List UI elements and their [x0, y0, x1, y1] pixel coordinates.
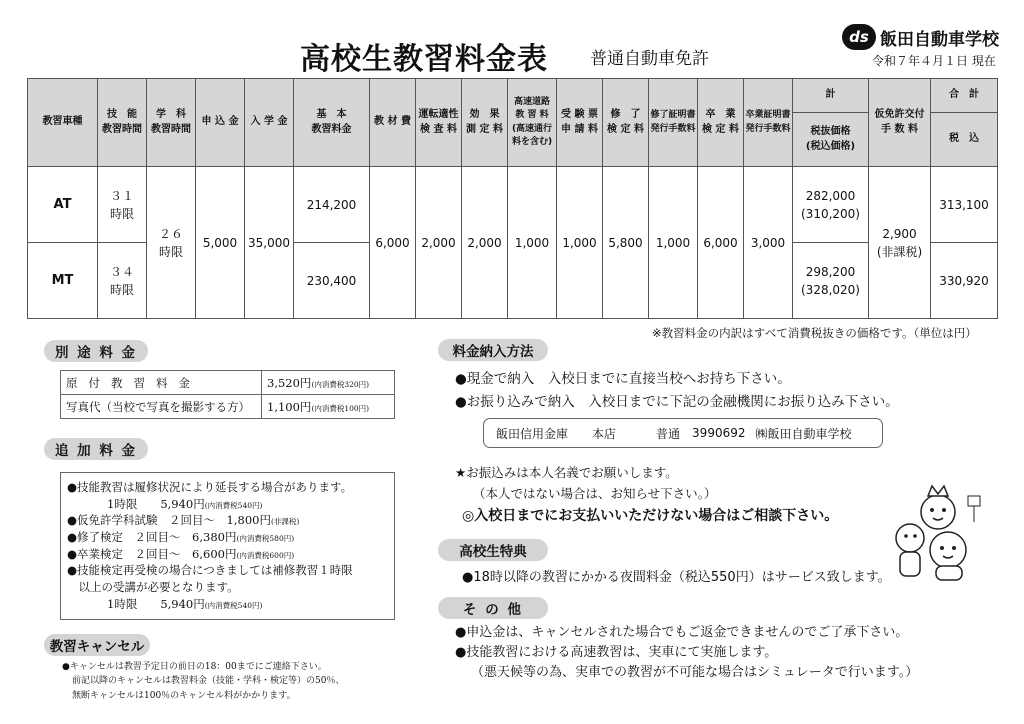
- table-row: [61, 395, 395, 419]
- list-item: ●修了検定 ２回目～ 6,380円(内消費税580円): [67, 530, 295, 545]
- th-highway: 高速道路 教 習 料 (高速通行 料を含む): [508, 79, 557, 167]
- payment-heading: 料金納入方法: [438, 339, 548, 361]
- th-completion-exam: 修 了 検 定 料: [603, 79, 649, 167]
- cell-type-at: AT: [28, 167, 98, 243]
- th-permit-fee: 仮免許交付 手 数 料: [869, 79, 931, 167]
- cell-academic-hours: ２６ 時限: [147, 167, 196, 319]
- payment-cash: ●現金で納入 入校日までに直接当校へお持ち下さい。: [455, 371, 791, 387]
- list-item: ●卒業検定 ２回目～ 6,600円(内消費税600円): [67, 546, 295, 561]
- bank-name: 飯田信用金庫: [496, 426, 569, 441]
- separate-fees-table: [60, 370, 395, 419]
- cell-permit-fee: 2,900 (非課税): [869, 167, 931, 319]
- payment-methods: [455, 368, 899, 414]
- bank-branch: 本店: [592, 426, 617, 441]
- bank-account-holder: ㈱飯田自動車学校: [755, 426, 852, 441]
- bank-account-type: 普通: [656, 426, 681, 441]
- th-exam-app: 受 験 票 申 請 料: [557, 79, 603, 167]
- th-application: 申 込 金: [196, 79, 245, 167]
- fee-table: [27, 78, 998, 319]
- payment-transfer: ●お振り込みで納入 入校日までに下記の金融機関にお振り込み下さい。: [455, 393, 899, 410]
- cell-base-fee-mt: 230,400: [294, 243, 370, 319]
- bank-account-number: 3990692: [692, 426, 746, 440]
- list-item: 以上の受講が必要となります。: [67, 580, 239, 595]
- cancel-policy: [62, 660, 344, 703]
- other-heading: そ の 他: [438, 597, 548, 619]
- table-row-at: [28, 167, 998, 243]
- list-item: 前記以降のキャンセルは教習料金（技能・学科・検定等）の50％、: [72, 676, 345, 687]
- cell-grand-total-at: 313,100: [931, 167, 998, 243]
- payment-warning: ◎入校日までにお支払いいただけない場合はご相談下さい。: [462, 508, 839, 524]
- th-grand-group: 合 計: [931, 79, 998, 113]
- transfer-note: （本人ではない場合は、お知らせ下さい。）: [473, 486, 717, 502]
- cell-graduation-exam: 6,000: [698, 167, 744, 319]
- separate-fee-label: 写真代（当校で写真を撮影する方）: [61, 395, 262, 419]
- th-skill-hours: 技 能 教習時間: [98, 79, 147, 167]
- cell-materials: 6,000: [370, 167, 416, 319]
- cell-application: 5,000: [196, 167, 245, 319]
- separate-fees-heading: 別 途 料 金: [44, 340, 148, 362]
- list-item: ●申込金は、キャンセルされた場合でもご返金できませんのでご了承下さい。: [455, 625, 909, 640]
- hs-benefit-heading: 高校生特典: [438, 539, 548, 561]
- list-item: ●キャンセルは教習予定日の前日の18：00までにご連絡下さい。: [62, 662, 327, 672]
- table-row: [61, 371, 395, 395]
- logo-text: 飯田自動車学校: [880, 29, 999, 50]
- cell-enrollment: 35,000: [245, 167, 294, 319]
- th-academic-hours: 学 科 教習時間: [147, 79, 196, 167]
- cell-completion-exam: 5,800: [603, 167, 649, 319]
- transfer-notes: [455, 462, 716, 505]
- cell-exam-app: 1,000: [557, 167, 603, 319]
- cell-highway: 1,000: [508, 167, 557, 319]
- cell-grand-total-mt: 330,920: [931, 243, 998, 319]
- transfer-note: ★お振込みは本人名義でお願いします。: [455, 465, 678, 480]
- th-graduation-cert: 卒業証明書 発行手数料: [744, 79, 793, 167]
- th-aptitude: 運転適性 検 査 料: [416, 79, 462, 167]
- school-logo: [842, 24, 999, 50]
- mascot-illustration: [888, 482, 988, 582]
- list-item: ●技能教習における高速教習は、実車にて実施します。: [455, 645, 778, 661]
- th-total-group: 計: [793, 79, 869, 113]
- as-of-date: 令和７年４月１日 現在: [872, 54, 996, 68]
- list-item: 1時限 5,940円(内消費税540円): [107, 496, 263, 511]
- separate-fee-label: 原付教習料金: [61, 371, 262, 395]
- cell-skill-hours-mt: ３４ 時限: [98, 243, 147, 319]
- page-subtitle: 普通自動車免許: [590, 49, 709, 69]
- price-note: ※教習料金の内訳はすべて消費税抜きの価格です。（単位は円）: [652, 326, 977, 340]
- logo-mark: ds: [842, 24, 876, 50]
- page-title: 高校生教習料金表: [300, 42, 548, 77]
- cell-total-at: 282,000 (310,200): [793, 167, 869, 243]
- bank-info-box: [483, 418, 883, 448]
- th-type: 教習車種: [28, 79, 98, 167]
- th-base-fee: 基 本 教習料金: [294, 79, 370, 167]
- cell-effect: 2,000: [462, 167, 508, 319]
- list-item: ●技能教習は履修状況により延長する場合があります。: [67, 480, 353, 494]
- list-item: （悪天候等の為、実車での教習が不可能な場合はシミュレータで行います。）: [471, 665, 919, 681]
- other-notes: [455, 623, 918, 683]
- cell-type-mt: MT: [28, 243, 98, 319]
- th-total-sub: 税抜価格 (税込価格): [793, 113, 869, 167]
- separate-fee-value: 1,100円(内消費税100円): [262, 395, 395, 419]
- cell-skill-hours-at: ３１ 時限: [98, 167, 147, 243]
- cancel-heading: 教習キャンセル: [44, 634, 150, 656]
- cell-base-fee-at: 214,200: [294, 167, 370, 243]
- th-enrollment: 入 学 金: [245, 79, 294, 167]
- cell-graduation-cert: 3,000: [744, 167, 793, 319]
- list-item: ●技能検定再受検の場合につきましては補修教習１時限: [67, 563, 353, 578]
- th-effect: 効 果 測 定 料: [462, 79, 508, 167]
- additional-fees-heading: 追 加 料 金: [44, 438, 148, 460]
- separate-fee-value: 3,520円(内消費税320円): [262, 371, 395, 395]
- list-item: ●仮免許学科試験 ２回目～ 1,800円(非課税): [67, 513, 300, 528]
- list-item: 1時限 5,940円(内消費税540円): [107, 596, 263, 611]
- additional-fees-box: [60, 472, 395, 620]
- th-materials: 教 材 費: [370, 79, 416, 167]
- cell-aptitude: 2,000: [416, 167, 462, 319]
- cell-total-mt: 298,200 (328,020): [793, 243, 869, 319]
- list-item: 無断キャンセルは100％のキャンセル料がかかります。: [72, 690, 296, 701]
- th-graduation-exam: 卒 業 検 定 料: [698, 79, 744, 167]
- cell-completion-cert: 1,000: [649, 167, 698, 319]
- hs-benefit-text: ●18時以降の教習にかかる夜間料金（税込550円）はサービス致します。: [462, 570, 891, 585]
- th-grand-sub: 税 込: [931, 113, 998, 167]
- th-completion-cert: 修了証明書 発行手数料: [649, 79, 698, 167]
